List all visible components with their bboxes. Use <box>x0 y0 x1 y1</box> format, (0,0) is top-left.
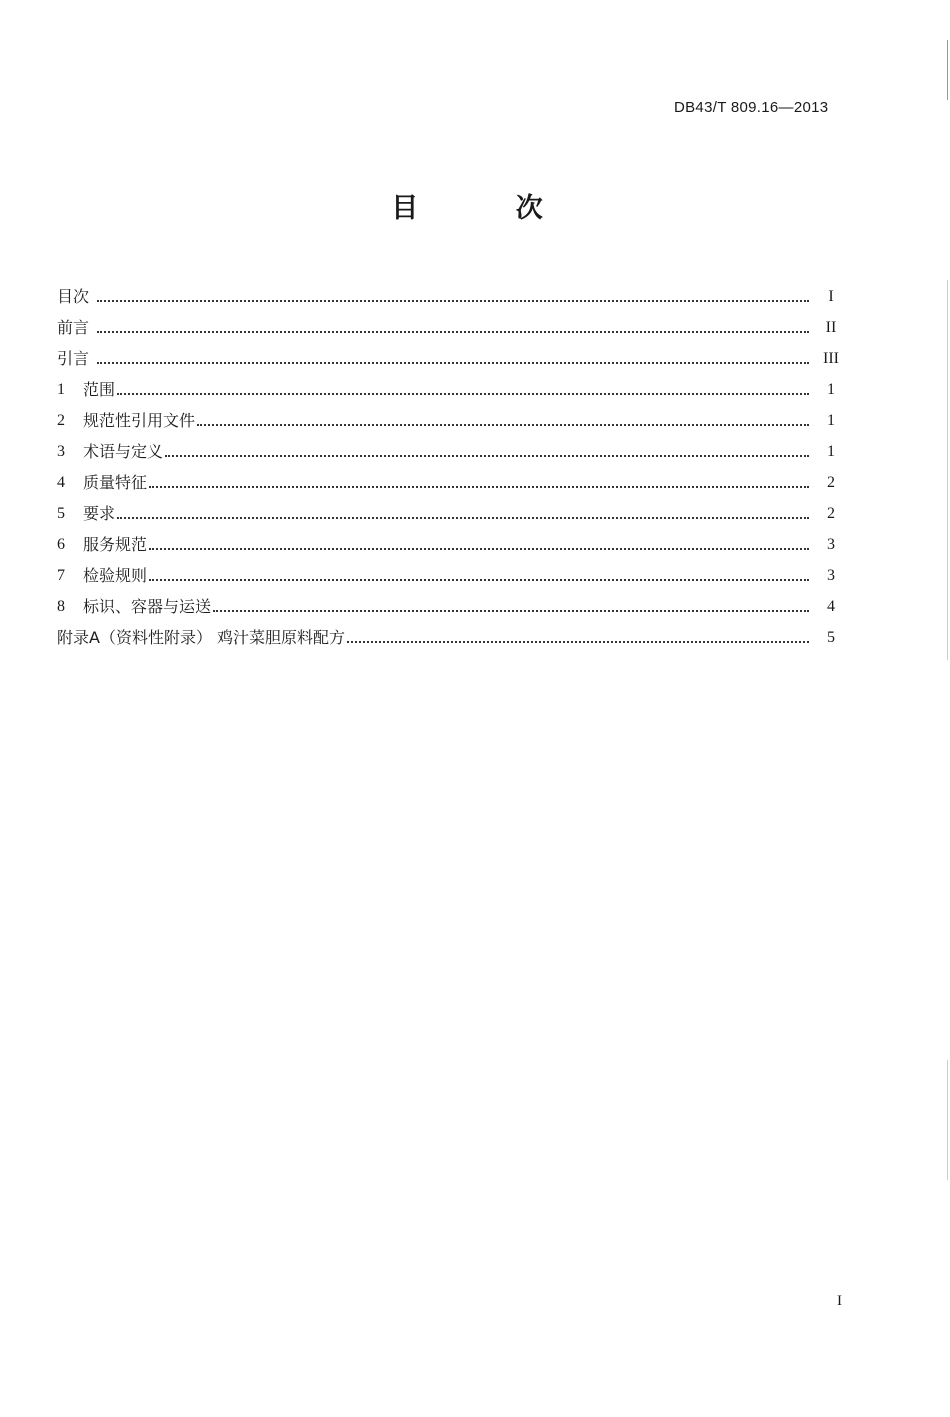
toc-entry-label: 检验规则 <box>83 566 148 585</box>
dot-leader <box>97 330 809 333</box>
toc-entry-foreword[interactable] <box>57 307 843 338</box>
toc-entry-label: 前言 <box>57 318 90 337</box>
scan-edge-mark <box>947 280 948 660</box>
dot-leader <box>213 609 809 612</box>
toc-entry-2[interactable] <box>57 400 843 431</box>
toc-entry-label: 目次 <box>57 287 90 306</box>
toc-entry-label: 服务规范 <box>83 535 148 554</box>
toc-entry-number: 4 <box>57 474 65 491</box>
dot-leader <box>149 578 809 581</box>
toc-entry-3[interactable] <box>57 431 843 462</box>
toc-entry-page: III <box>823 350 839 367</box>
toc-entry-page: I <box>828 288 834 305</box>
dot-leader <box>117 516 809 519</box>
toc-entry-6[interactable] <box>57 524 843 555</box>
dot-leader <box>347 640 809 643</box>
toc-entry-number: 5 <box>57 505 65 522</box>
toc-entry-number: 6 <box>57 536 65 553</box>
toc-entry-label: 附录A（资料性附录） 鸡汁菜胆原料配方 <box>57 628 346 647</box>
toc-entry-number: 1 <box>57 381 65 398</box>
toc-entry-page: 3 <box>827 536 835 553</box>
dot-leader <box>149 485 809 488</box>
scan-edge-mark <box>947 40 948 100</box>
scan-edge-mark <box>947 1060 948 1180</box>
toc-entry-page: 5 <box>827 629 835 646</box>
document-code: DB43/T 809.16—2013 <box>674 99 829 116</box>
toc-entry-1[interactable] <box>57 369 843 400</box>
toc-entry-page: 2 <box>827 474 835 491</box>
toc-entry-7[interactable] <box>57 555 843 586</box>
page-number: I <box>837 1293 842 1309</box>
toc-entry-appendix-a[interactable] <box>57 617 843 648</box>
dot-leader <box>97 361 809 364</box>
toc-entry-label: 引言 <box>57 349 90 368</box>
toc-entry-page: 4 <box>827 598 835 615</box>
toc-entry-page: 1 <box>827 412 835 429</box>
dot-leader <box>197 423 809 426</box>
dot-leader <box>165 454 809 457</box>
toc-entry-number: 8 <box>57 598 65 615</box>
dot-leader <box>97 299 809 302</box>
dot-leader <box>149 547 809 550</box>
toc-entry-label: 术语与定义 <box>83 442 164 461</box>
toc-entry-5[interactable] <box>57 493 843 524</box>
toc-entry-label: 标识、容器与运送 <box>83 597 212 616</box>
table-of-contents <box>57 276 843 648</box>
toc-entry-introduction[interactable] <box>57 338 843 369</box>
toc-entry-number: 2 <box>57 412 65 429</box>
toc-entry-page: 1 <box>827 443 835 460</box>
toc-entry-page: 3 <box>827 567 835 584</box>
toc-entry-label: 要求 <box>83 504 116 523</box>
toc-entry-label: 质量特征 <box>83 473 148 492</box>
toc-entry-label: 范围 <box>83 380 116 399</box>
toc-entry-page: 1 <box>827 381 835 398</box>
page-title: 目 次 <box>391 193 587 224</box>
toc-entry-page: 2 <box>827 505 835 522</box>
toc-entry-4[interactable] <box>57 462 843 493</box>
toc-entry-8[interactable] <box>57 586 843 617</box>
dot-leader <box>117 392 809 395</box>
toc-entry-label: 规范性引用文件 <box>83 411 196 430</box>
toc-entry-page: II <box>825 319 837 336</box>
toc-entry-number: 3 <box>57 443 65 460</box>
toc-entry-number: 7 <box>57 567 65 584</box>
toc-entry-contents[interactable] <box>57 276 843 307</box>
